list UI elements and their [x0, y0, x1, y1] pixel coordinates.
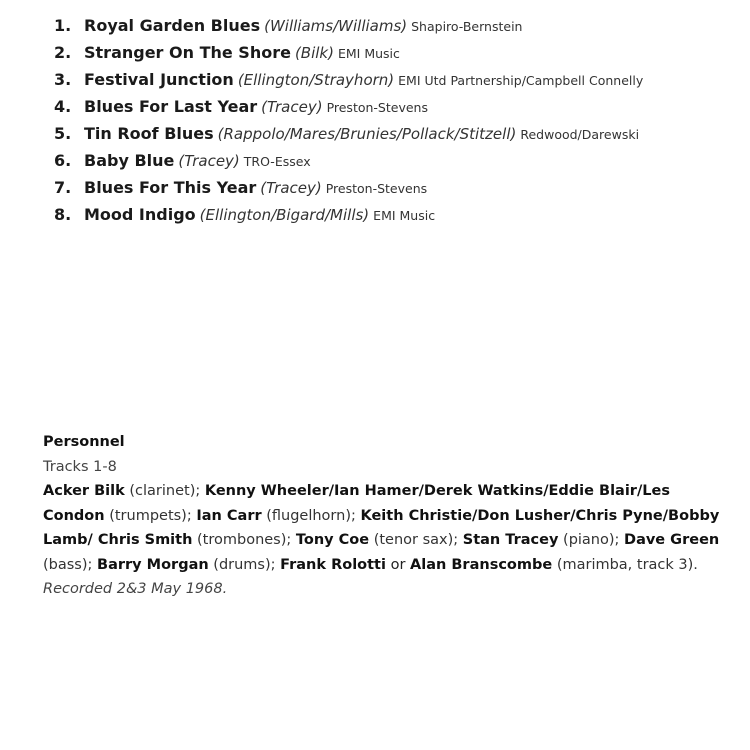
- track-publisher: Shapiro-Bernstein: [411, 19, 523, 34]
- track-title: Mood Indigo: [84, 205, 196, 224]
- track-title: Royal Garden Blues: [84, 16, 261, 35]
- track-title: Blues For This Year: [84, 178, 257, 197]
- track-title: Festival Junction: [84, 70, 234, 89]
- track-composers: (Tracey): [178, 152, 240, 170]
- track-number: 5.: [54, 124, 72, 143]
- musician-name: Barry Morgan: [97, 556, 209, 573]
- musician-name: Stan Tracey: [462, 532, 559, 548]
- track-item: [54, 174, 744, 201]
- track-number: 6.: [54, 151, 72, 170]
- track-item: [54, 201, 744, 228]
- track-title: Stranger On The Shore: [84, 43, 291, 62]
- musician-name: Ian Carr: [196, 507, 262, 524]
- track-composers: (Williams/Williams): [264, 17, 408, 35]
- musician-instrument: (drums);: [213, 556, 276, 573]
- personnel-section: [43, 430, 723, 602]
- track-number: 3.: [54, 70, 72, 89]
- track-composers: (Ellington/Strayhorn): [237, 71, 395, 89]
- musician-instrument: (tenor sax);: [373, 532, 459, 548]
- musician-instrument: (trumpets);: [109, 507, 192, 524]
- musician-instrument: (marimba, track 3).: [556, 556, 698, 573]
- track-composers: (Bilk): [294, 44, 334, 62]
- track-item: [54, 66, 744, 93]
- musician-name: Keith Christie/Don Lusher/Chris Pyne/Bobby Lamb/ Chris Smith: [43, 507, 720, 548]
- track-item: [54, 147, 744, 174]
- musician-instrument: (clarinet);: [129, 483, 201, 499]
- track-publisher: TRO-Essex: [243, 154, 311, 169]
- track-publisher: EMI Music: [373, 208, 436, 223]
- musician-name: Kenny Wheeler/Ian Hamer/Derek Watkins/Eddie Blair/Les Condon: [43, 483, 670, 524]
- track-number: 1.: [54, 16, 72, 35]
- track-number: 8.: [54, 205, 72, 224]
- musician-instrument: (trombones);: [197, 532, 292, 548]
- recording-date: Recorded 2&3 May 1968.: [43, 581, 228, 597]
- personnel-heading: Personnel: [43, 434, 125, 450]
- track-publisher: Preston-Stevens: [325, 181, 428, 196]
- track-item: [54, 120, 744, 147]
- track-title: Baby Blue: [84, 151, 175, 170]
- track-publisher: EMI Music: [337, 46, 400, 61]
- tracks-range-label: Tracks 1-8: [43, 458, 117, 475]
- track-title: Tin Roof Blues: [84, 124, 214, 143]
- musician-name: Frank Rolotti: [280, 556, 386, 573]
- track-publisher: Preston-Stevens: [326, 100, 428, 115]
- track-composers: (Ellington/Bigard/Mills): [199, 206, 370, 224]
- track-publisher: Redwood/Darewski: [520, 127, 640, 142]
- track-number: 4.: [54, 97, 72, 116]
- track-item: [54, 93, 744, 120]
- track-title: Blues For Last Year: [84, 97, 258, 116]
- track-item: [54, 39, 744, 66]
- track-composers: (Tracey): [261, 98, 323, 116]
- track-publisher: EMI Utd Partnership/Campbell Connelly: [398, 73, 644, 88]
- musician-instrument: (flugelhorn);: [266, 507, 356, 524]
- musician-name: Alan Branscombe: [410, 556, 553, 573]
- musician-instrument: (piano);: [563, 532, 620, 548]
- track-number: 2.: [54, 43, 72, 62]
- track-number: 7.: [54, 178, 72, 197]
- personnel-lineup: [43, 479, 723, 577]
- or-connector: or: [390, 556, 406, 573]
- track-composers: (Tracey): [260, 179, 322, 197]
- track-composers: (Rappolo/Mares/Brunies/Pollack/Stitzell): [217, 125, 517, 143]
- musician-name: Acker Bilk: [43, 483, 125, 499]
- musician-name: Dave Green: [624, 532, 720, 548]
- track-item: [54, 12, 744, 39]
- musician-name: Tony Coe: [295, 532, 370, 548]
- musician-instrument: (bass);: [43, 556, 93, 573]
- track-list: [54, 12, 744, 228]
